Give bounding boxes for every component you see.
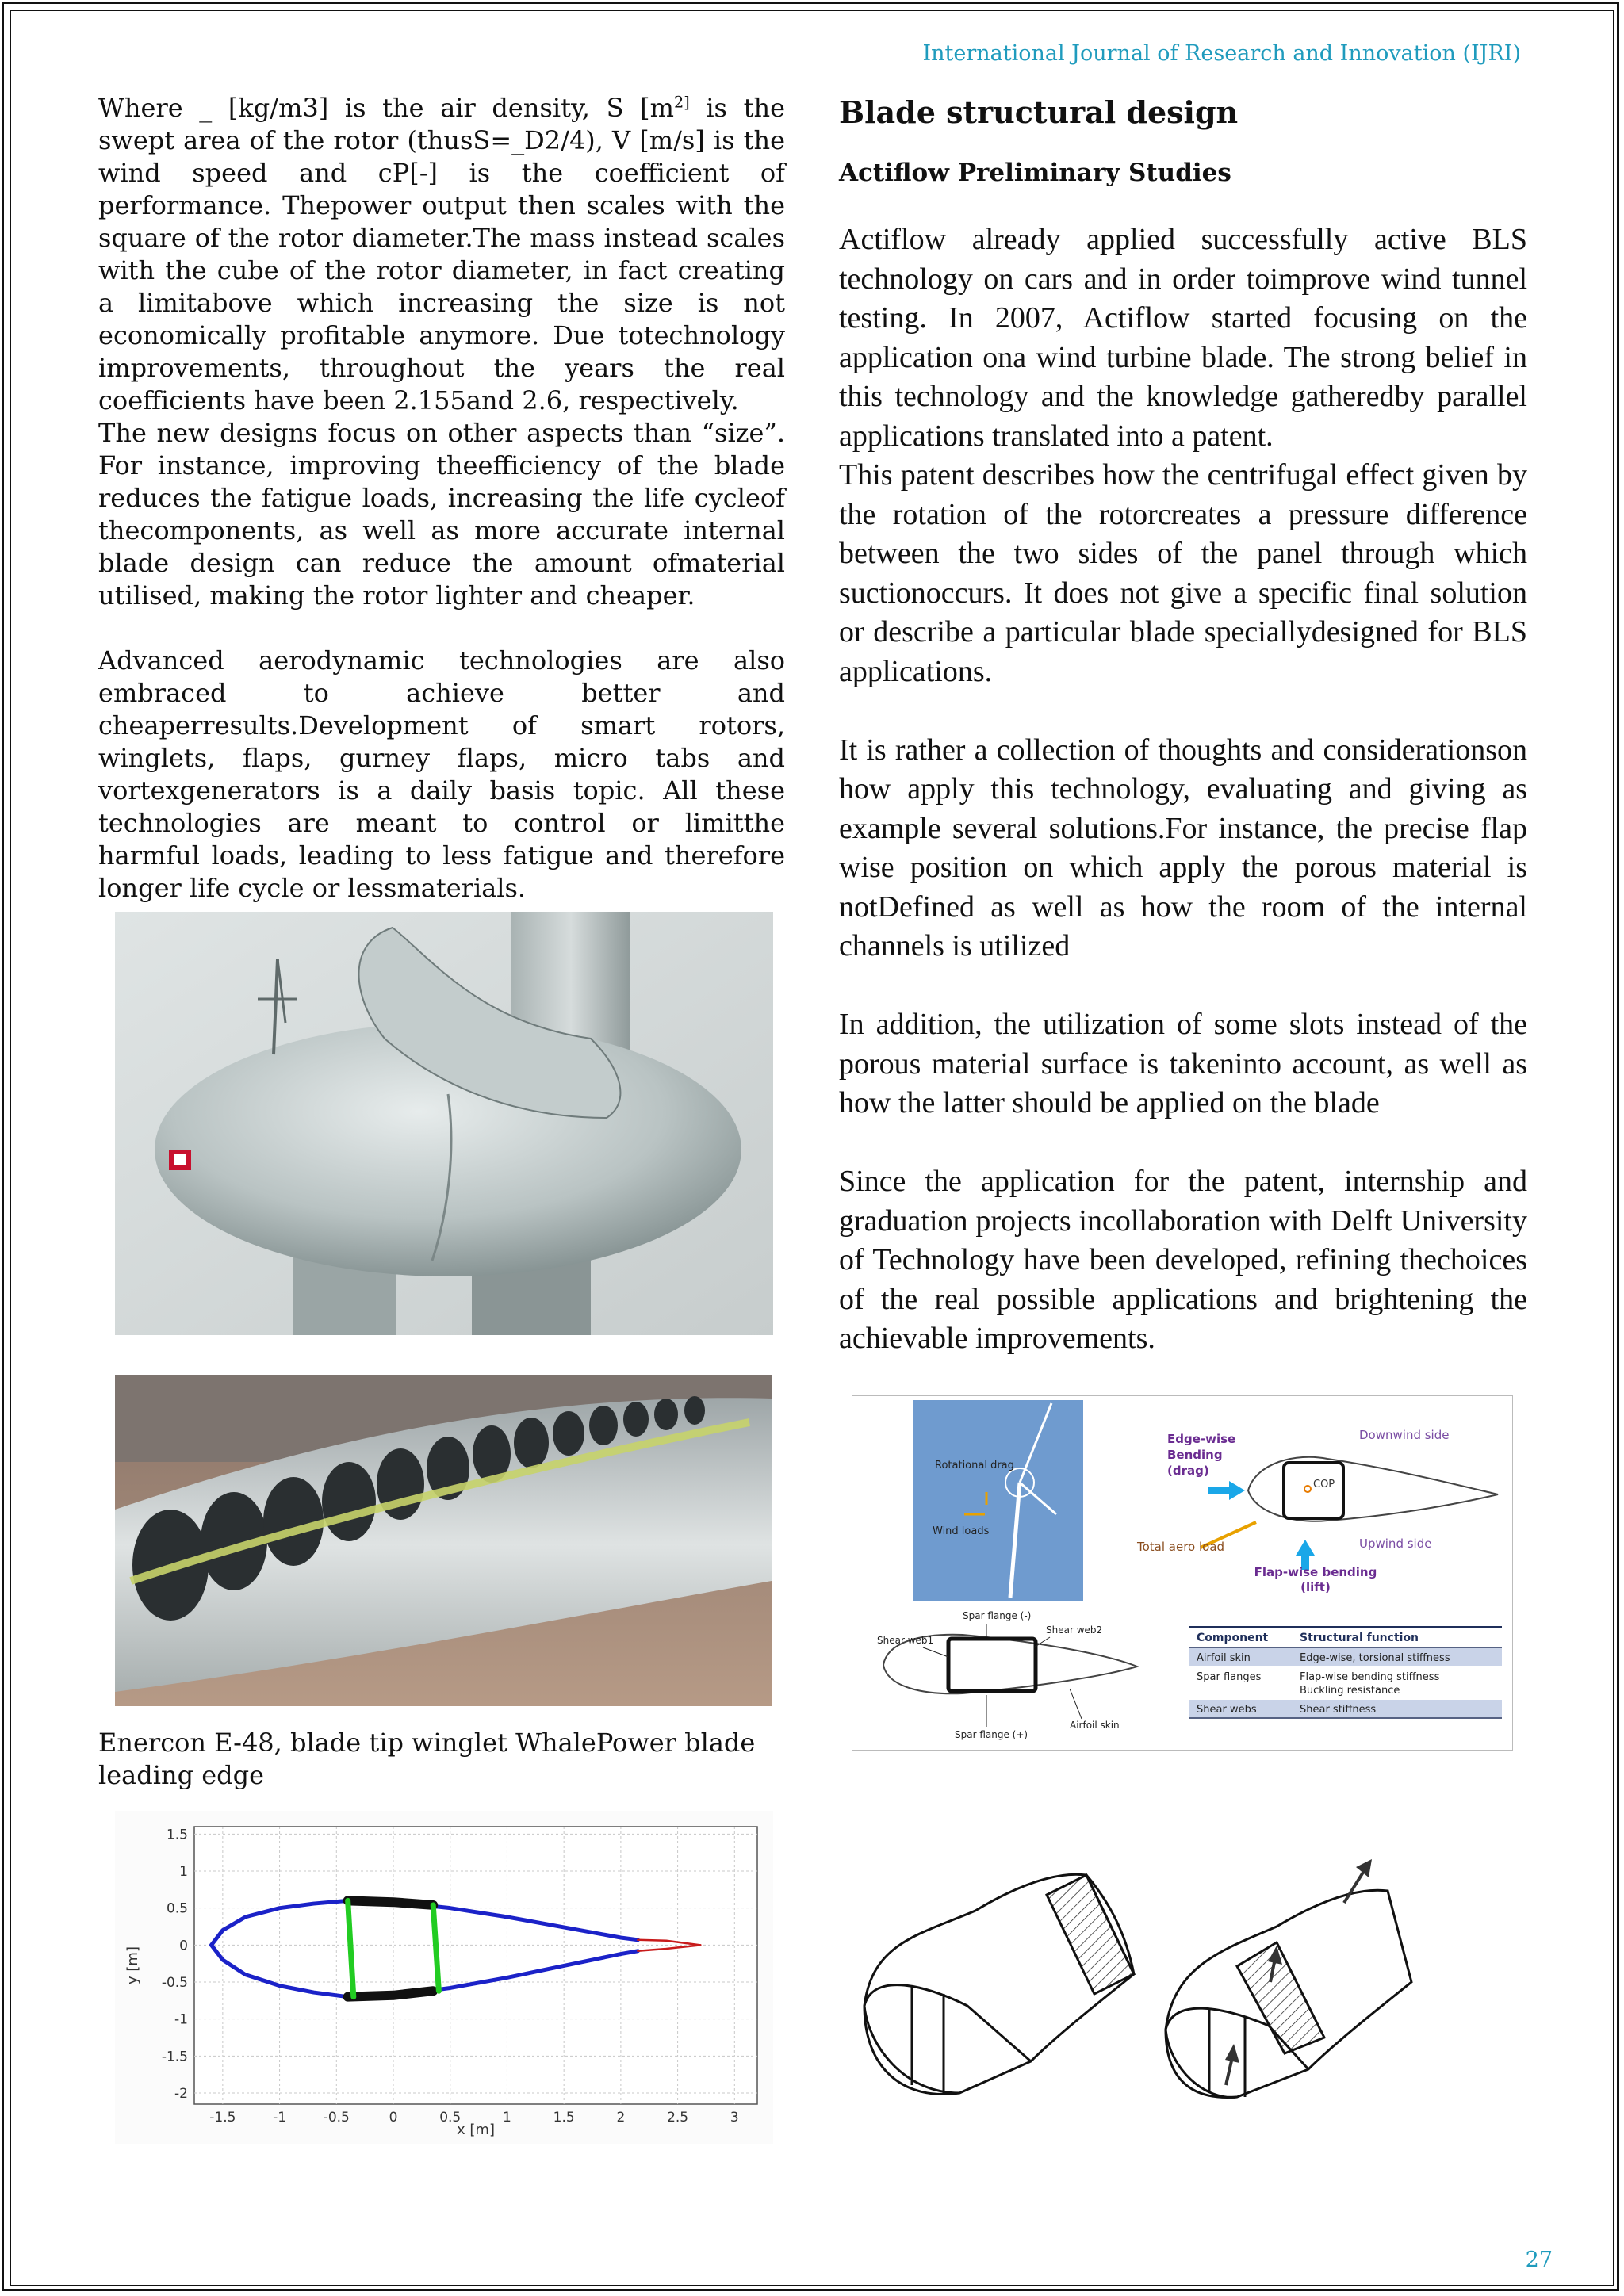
table-header: Component <box>1197 1632 1269 1644</box>
series-spar-cap-upper <box>348 1900 434 1905</box>
running-head: International Journal of Research and Innovation (IJRI) <box>922 41 1521 66</box>
x-tick-label: 2.5 <box>667 2110 689 2126</box>
paragraph: Advanced aerodynamic technologies are also embraced to achieve better and cheaperresults.Development of smart rotors, winglets, flaps, gurney flaps, micro tabs and vortexgenerators is a daily basis topic. All these technologies are meant to control or limitthe harmful loads, leading to less fatigue and therefore longer life cycle or lessmaterials. <box>98 645 785 903</box>
blade-section-left <box>864 1874 1134 2094</box>
label-cop: COP <box>1313 1479 1335 1490</box>
label-spar-flange-minus: Spar flange (-) <box>963 1610 1032 1621</box>
table-header: Structural function <box>1300 1632 1419 1644</box>
subsection-title: Actiflow Preliminary Studies <box>839 159 1231 187</box>
y-tick-label: -1.5 <box>161 2049 188 2065</box>
svg-text:(lift): (lift) <box>1300 1580 1331 1594</box>
paragraph: This patent describes how the centrifugal effect given by the rotation of the rotorcreates a pressure difference between the two sides of the panel through which suctionoccurs. It does not give a specific final solution or describe a particular blade speciallydesigned for BLS applications. <box>839 458 1527 688</box>
svg-text:Flap-wise bending stiffness: Flap-wise bending stiffness <box>1300 1671 1440 1683</box>
label-flap-wise: Flap-wise bending <box>1254 1565 1377 1579</box>
paragraph: In addition, the utilization of some slots instead of the porous material surface is takeninto account, as well as how the latter should be applied on the blade <box>839 1008 1527 1119</box>
label-airfoil-skin: Airfoil skin <box>1070 1720 1120 1731</box>
svg-text:Airfoil skin: Airfoil skin <box>1197 1652 1251 1664</box>
series-spar-cap-lower <box>348 1991 434 1996</box>
svg-text:Spar flanges: Spar flanges <box>1197 1671 1262 1683</box>
x-tick-label: 1 <box>503 2110 511 2126</box>
svg-text:Bending: Bending <box>1167 1448 1223 1462</box>
label-total-aero-load: Total aero load <box>1137 1540 1225 1554</box>
left-column <box>98 92 785 905</box>
paragraph: It is rather a collection of thoughts and considerationson how apply this technology, evaluating and giving as example several solutions.For instance, the precise flap wise position on which apply the porous material is notDefined as well as how the room of the internal channels is utilized <box>839 733 1527 962</box>
plot-area <box>194 1827 757 2104</box>
svg-text:Edge-wise, torsional stiffness: Edge-wise, torsional stiffness <box>1300 1652 1450 1664</box>
label-edge-wise: Edge-wise <box>1167 1432 1236 1446</box>
blade-section-line-drawing <box>856 1855 1427 2117</box>
label-downwind-side: Downwind side <box>1359 1428 1450 1442</box>
blade-section-right <box>1166 1890 1411 2097</box>
section-title: Blade structural design <box>839 94 1239 130</box>
y-axis-label: y [m] <box>124 1946 141 1984</box>
figure-caption: Enercon E-48, blade tip winglet WhalePower blade leading edge <box>98 1728 756 1790</box>
label-shear-web1: Shear web1 <box>877 1635 934 1646</box>
x-tick-label: 0.5 <box>439 2110 462 2126</box>
turbine-photo <box>914 1400 1083 1601</box>
x-tick-label: 3 <box>730 2110 739 2126</box>
label-spar-flange-plus: Spar flange (+) <box>955 1729 1028 1740</box>
airfoil-coordinate-plot <box>115 1811 773 2144</box>
blade-structure-diagram <box>852 1395 1513 1751</box>
x-tick-label: -1.5 <box>209 2110 236 2126</box>
label-shear-web2: Shear web2 <box>1046 1624 1103 1636</box>
y-tick-label: -1 <box>174 2011 188 2028</box>
x-tick-label: 0 <box>389 2110 398 2126</box>
label-upwind-side: Upwind side <box>1359 1536 1432 1551</box>
y-tick-label: 0 <box>179 1938 188 1954</box>
label-rotational-drag: Rotational drag <box>935 1460 1014 1471</box>
label-wind-loads: Wind loads <box>933 1525 990 1537</box>
y-tick-label: 1.5 <box>166 1827 188 1843</box>
right-column <box>839 89 1527 1359</box>
whalepower-blade-photo <box>115 1375 772 1706</box>
x-tick-label: -1 <box>273 2110 287 2126</box>
y-tick-label: -2 <box>174 2086 188 2102</box>
y-tick-label: 0.5 <box>166 1900 188 1917</box>
y-tick-label: -0.5 <box>161 1975 188 1991</box>
svg-text:Buckling resistance: Buckling resistance <box>1300 1685 1400 1697</box>
paragraph: Actiflow already applied successfully active BLS technology on cars and in order toimprove wind tunnel testing. In 2007, Actiflow started focusing on the application ona wind turbine blade. The strong belief in this technology and the knowledge gatheredby parallel applications translated into a patent. <box>839 223 1527 453</box>
page-number: 27 <box>1525 2248 1553 2272</box>
paragraph: The new designs focus on other aspects than “size”. For instance, improving theefficiency of the blade reduces the fatigue loads, increasing the life cycleof thecomponents, as well as more accurate internal blade design can reduce the amount ofmaterial utilised, making the rotor lighter and cheaper. <box>98 418 785 610</box>
svg-text:(drag): (drag) <box>1167 1464 1209 1478</box>
paragraph: Since the application for the patent, internship and graduation projects incollaboration with Delft University of Technology have been developed, refining thechoices of the real possible applications and brightening the achievable improvements. <box>839 1165 1527 1355</box>
paragraph: Where _ [kg/m3] is the air density, S [$m^{2]}$ is the swept area of the rotor (thusS=_D2/4), V [m/s] is the wind speed and cP[-] is the coefficient of performance. Thepower output then scales with the square of the rotor diameter.The mass instead scales with the cube of the rotor diameter, in fact creating a limitabove which increasing the size is not economically profitable anymore. Due totechnology improvements, throughout the years the real coefficients have been 2.155and 2.6, respectively. <box>98 93 786 415</box>
x-tick-label: 1.5 <box>553 2110 575 2126</box>
x-tick-label: -0.5 <box>323 2110 350 2126</box>
y-tick-label: 1 <box>179 1864 188 1880</box>
x-axis-label: x [m] <box>457 2122 495 2138</box>
svg-text:Shear webs: Shear webs <box>1197 1704 1257 1716</box>
svg-text:Shear stiffness: Shear stiffness <box>1300 1704 1377 1716</box>
enercon-nacelle-photo <box>115 912 773 1335</box>
x-tick-label: 2 <box>616 2110 626 2126</box>
